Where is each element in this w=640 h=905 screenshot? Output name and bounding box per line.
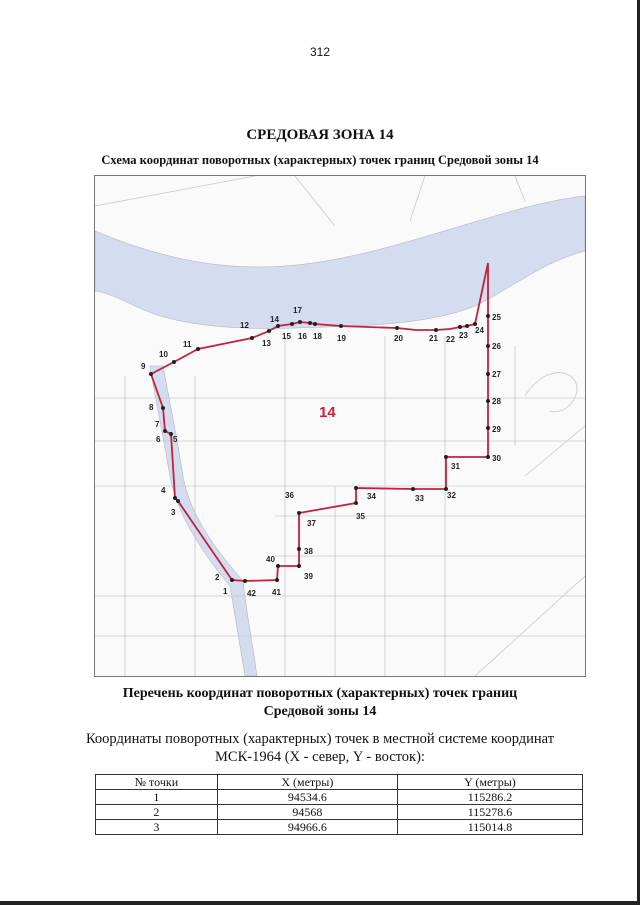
zone-number-label: 14 xyxy=(319,404,336,421)
point-label-28: 28 xyxy=(492,397,501,406)
coordinate-system-note: Координаты поворотных (характерных) точек в местной системе координат МСК-1964 (X - север, Y - восток): xyxy=(85,731,555,765)
zone-map xyxy=(94,175,586,677)
table-header-row xyxy=(96,775,583,790)
point-label-20: 20 xyxy=(394,334,403,343)
point-label-10: 10 xyxy=(159,350,168,359)
river-area xyxy=(95,196,585,328)
map-subtitle: Схема координат поворотных (характерных) точек границ Средовой зоны 14 xyxy=(101,153,539,167)
point-label-12: 12 xyxy=(240,321,249,330)
point-label-17: 17 xyxy=(293,306,302,315)
point-label-39: 39 xyxy=(304,572,313,581)
point-label-31: 31 xyxy=(451,462,460,471)
point-label-34: 34 xyxy=(367,492,376,501)
point-label-27: 27 xyxy=(492,370,501,379)
page-title: СРЕДОВАЯ ЗОНА 14 xyxy=(246,127,394,143)
point-label-3: 3 xyxy=(171,508,176,517)
cell-y: 115286.2 xyxy=(397,790,582,805)
point-label-8: 8 xyxy=(149,403,154,412)
point-label-32: 32 xyxy=(447,491,456,500)
point-label-22: 22 xyxy=(446,335,455,344)
point-label-26: 26 xyxy=(492,342,501,351)
table-row xyxy=(96,805,583,820)
point-label-36: 36 xyxy=(285,491,294,500)
cell-point: 3 xyxy=(96,820,218,835)
point-label-29: 29 xyxy=(492,425,501,434)
point-label-13: 13 xyxy=(262,339,271,348)
point-label-21: 21 xyxy=(429,334,438,343)
point-label-14: 14 xyxy=(270,315,279,324)
point-label-41: 41 xyxy=(272,588,281,597)
point-label-33: 33 xyxy=(415,494,424,503)
page-number: 312 xyxy=(309,45,331,59)
point-label-2: 2 xyxy=(215,573,220,582)
point-label-11: 11 xyxy=(183,340,192,349)
column-header-point: № точки xyxy=(96,775,218,790)
point-label-6: 6 xyxy=(156,435,161,444)
point-label-30: 30 xyxy=(492,454,501,463)
point-label-15: 15 xyxy=(282,332,291,341)
cell-y: 115278.6 xyxy=(397,805,582,820)
table-row xyxy=(96,820,583,835)
point-label-40: 40 xyxy=(266,555,275,564)
point-label-35: 35 xyxy=(356,512,365,521)
point-label-24: 24 xyxy=(475,326,484,335)
point-label-18: 18 xyxy=(313,332,322,341)
canal-area xyxy=(150,366,257,676)
point-label-16: 16 xyxy=(298,332,307,341)
cell-y: 115014.8 xyxy=(397,820,582,835)
coordinates-table xyxy=(95,774,583,835)
cell-point: 2 xyxy=(96,805,218,820)
point-label-7: 7 xyxy=(155,420,160,429)
point-label-38: 38 xyxy=(304,547,313,556)
point-label-42: 42 xyxy=(247,589,256,598)
point-label-25: 25 xyxy=(492,313,501,322)
point-label-4: 4 xyxy=(161,486,166,495)
scan-edge-bottom xyxy=(0,901,640,905)
point-label-23: 23 xyxy=(459,331,468,340)
point-label-1: 1 xyxy=(223,587,228,596)
column-header-x: X (метры) xyxy=(217,775,397,790)
column-header-y: Y (метры) xyxy=(397,775,582,790)
coordinates-list-title: Перечень координат поворотных (характерных) точек границ Средовой зоны 14 xyxy=(122,686,518,719)
cell-x: 94534.6 xyxy=(217,790,397,805)
point-label-37: 37 xyxy=(307,519,316,528)
point-label-5: 5 xyxy=(173,435,178,444)
cell-point: 1 xyxy=(96,790,218,805)
table-row xyxy=(96,790,583,805)
point-label-19: 19 xyxy=(337,334,346,343)
cell-x: 94568 xyxy=(217,805,397,820)
point-label-9: 9 xyxy=(141,362,146,371)
cell-x: 94966.6 xyxy=(217,820,397,835)
